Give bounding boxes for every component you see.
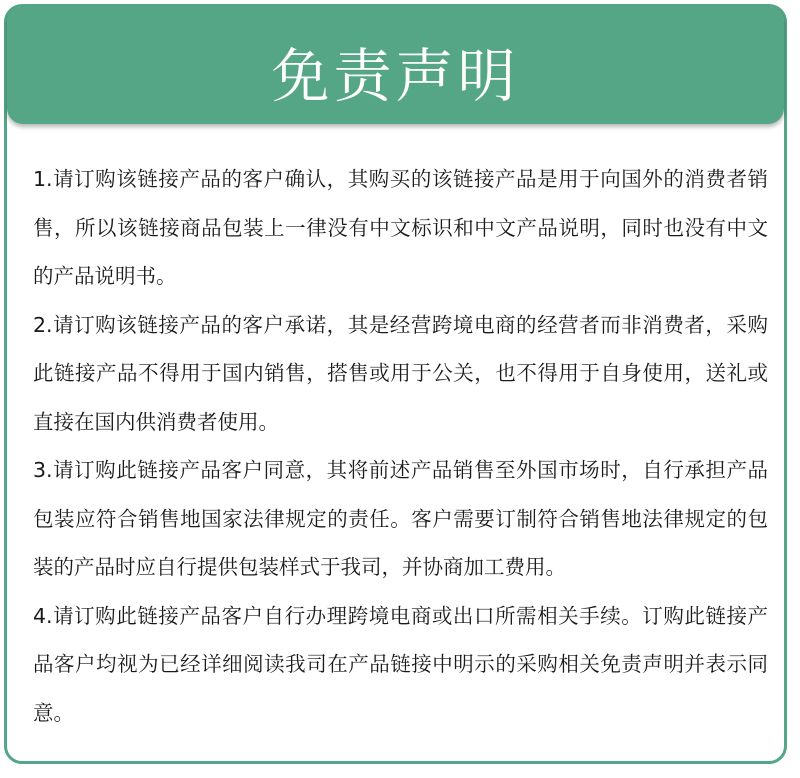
- disclaimer-body: [33, 155, 768, 737]
- header-banner: [7, 7, 784, 124]
- disclaimer-paragraph-2: 2.请订购该链接产品的客户承诺，其是经营跨境电商的经营者而非消费者，采购此链接产品不得用于国内销售，搭售或用于公关，也不得用于自身使用，送礼或直接在国内供消费者使用。: [33, 312, 768, 434]
- page-title: 免责声明: [271, 41, 520, 110]
- disclaimer-paragraph-4: 4.请订购此链接产品客户自行办理跨境电商或出口所需相关手续。订购此链接产品客户均视为已经详细阅读我司在产品链接中明示的采购相关免责声明并表示同意。: [33, 603, 768, 725]
- disclaimer-card: [4, 4, 787, 764]
- disclaimer-paragraph-1: 1.请订购该链接产品的客户确认，其购买的该链接产品是用于向国外的消费者销售，所以该链接商品包装上一律没有中文标识和中文产品说明，同时也没有中文的产品说明书。: [33, 167, 768, 288]
- disclaimer-paragraph-3: 3.请订购此链接产品客户同意，其将前述产品销售至外国市场时，自行承担产品包装应符合销售地国家法律规定的责任。客户需要订制符合销售地法律规定的包装的产品时应自行提供包装样式于我司，并协商加工费用。: [33, 458, 768, 579]
